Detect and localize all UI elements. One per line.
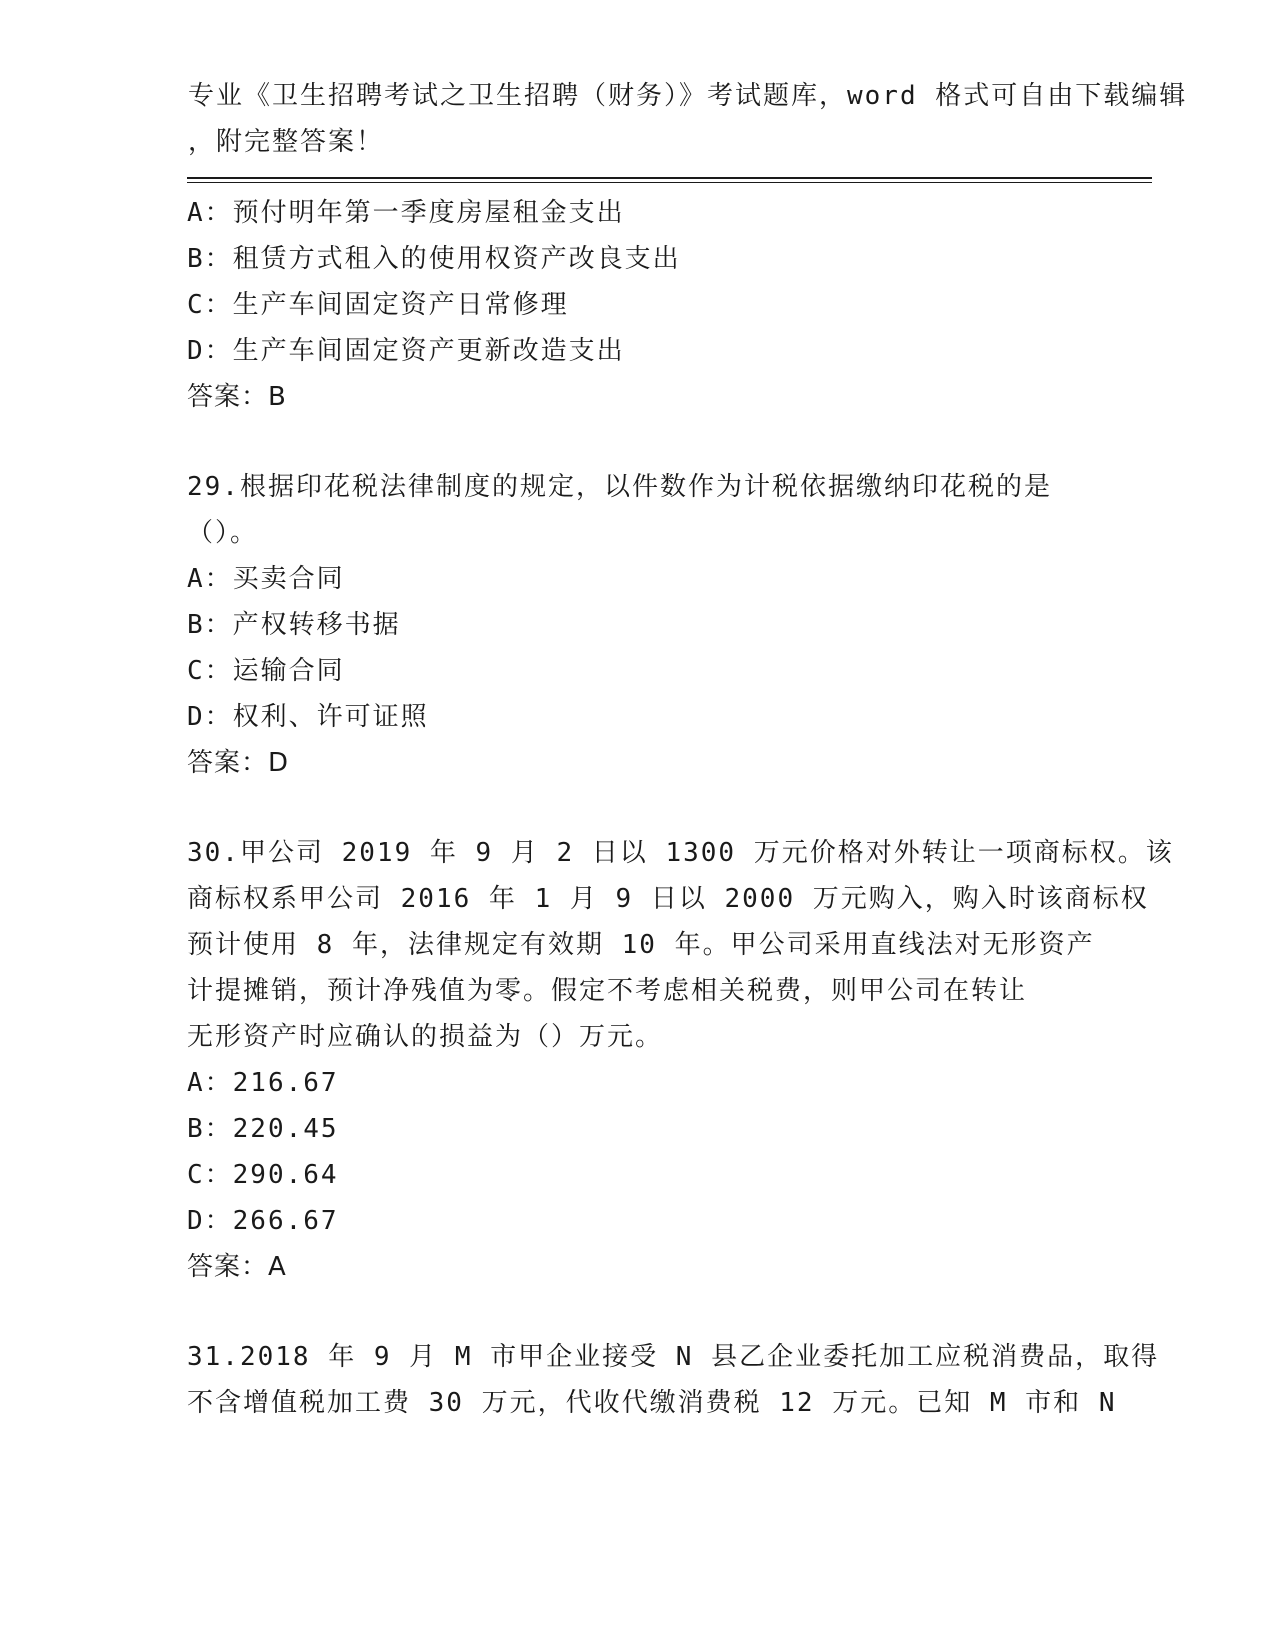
question-text-line: 预计使用 8 年，法律规定有效期 10 年。甲公司采用直线法对无形资产 <box>187 930 1095 960</box>
option-a: A：216.67 <box>187 1068 339 1098</box>
option-d: D：权利、许可证照 <box>187 702 429 732</box>
question-30 <box>187 830 1174 1290</box>
question-28 <box>187 190 1087 420</box>
header-line-2: ，附完整答案！ <box>188 127 385 157</box>
answer-line: 答案：D <box>187 748 290 778</box>
question-text-line: 不含增值税加工费 30 万元，代收代缴消费税 12 万元。已知 M 市和 N <box>187 1388 1117 1418</box>
question-content <box>187 190 1174 1426</box>
header-divider-thin <box>187 182 1152 183</box>
option-d: D：266.67 <box>187 1206 339 1236</box>
option-d: D：生产车间固定资产更新改造支出 <box>187 336 625 366</box>
question-text-line: （）。 <box>187 518 259 548</box>
header-divider <box>187 177 1152 179</box>
question-text-line: 31.2018 年 9 月 M 市甲企业接受 N 县乙企业委托加工应税消费品，取得 <box>187 1342 1160 1372</box>
option-a: A：买卖合同 <box>187 564 345 594</box>
option-c: C：生产车间固定资产日常修理 <box>187 290 569 320</box>
option-c: C：运输合同 <box>187 656 345 686</box>
option-c: C：290.64 <box>187 1160 339 1190</box>
question-text-line: 30.甲公司 2019 年 9 月 2 日以 1300 万元价格对外转让一项商标权。该 <box>187 838 1174 868</box>
option-b: B：产权转移书据 <box>187 610 401 640</box>
option-a: A：预付明年第一季度房屋租金支出 <box>187 198 625 228</box>
question-text-line: 29.根据印花税法律制度的规定，以件数作为计税依据缴纳印花税的是 <box>187 472 1052 502</box>
option-b: B：220.45 <box>187 1114 339 1144</box>
question-31 <box>187 1334 1160 1426</box>
question-text-line: 计提摊销，预计净残值为零。假定不考虑相关税费，则甲公司在转让 <box>187 976 1028 1006</box>
question-text-line: 商标权系甲公司 2016 年 1 月 9 日以 2000 万元购入，购入时该商标权 <box>187 884 1149 914</box>
answer-line: 答案：B <box>187 382 287 412</box>
answer-line: 答案：A <box>187 1252 287 1282</box>
question-text-line: 无形资产时应确认的损益为（）万元。 <box>187 1022 664 1052</box>
question-29 <box>187 464 1087 786</box>
header-line-1: 专业《卫生招聘考试之卫生招聘（财务）》考试题库，word 格式可自由下载编辑 <box>188 81 1188 111</box>
option-b: B：租赁方式租入的使用权资产改良支出 <box>187 244 681 274</box>
document-header <box>188 73 1188 165</box>
